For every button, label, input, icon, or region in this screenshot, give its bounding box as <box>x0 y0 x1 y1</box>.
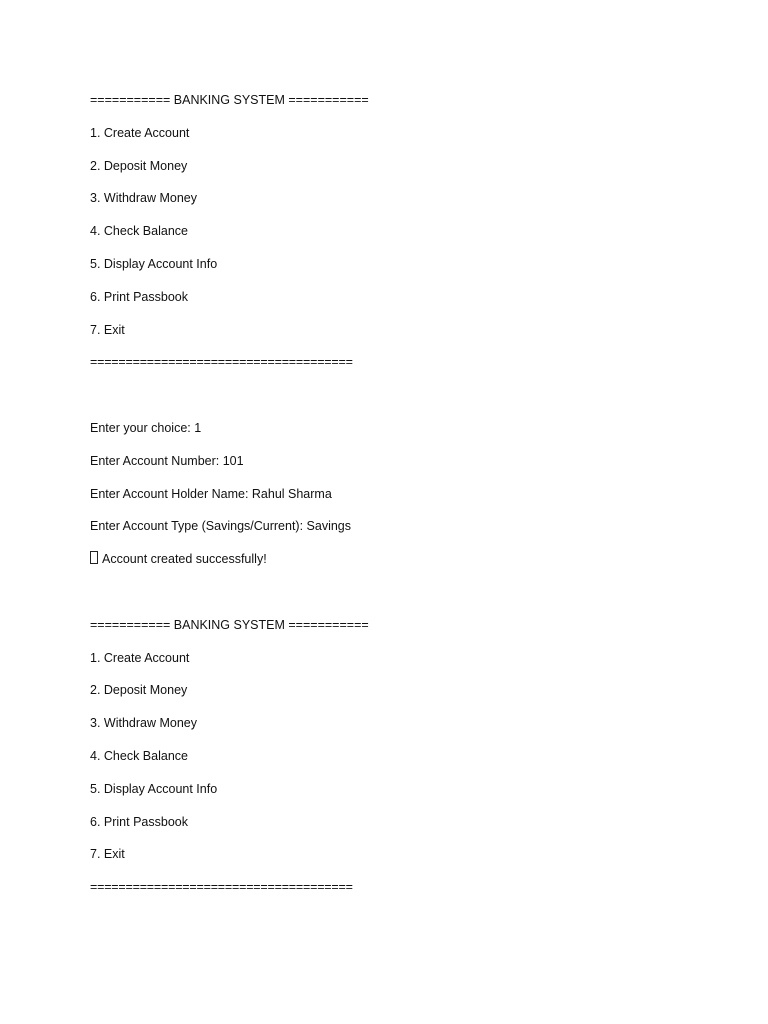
menu-footer-rule: ===================================== <box>90 355 353 370</box>
menu-item-print-passbook: 6. Print Passbook <box>90 289 188 304</box>
account-type-prompt: Enter Account Type (Savings/Current): Savings <box>90 519 352 534</box>
menu-header: =========== BANKING SYSTEM =========== <box>90 93 369 107</box>
menu-item-print-passbook: 6. Print Passbook <box>90 814 188 829</box>
account-number-prompt: Enter Account Number: 101 <box>90 453 244 468</box>
menu-header: =========== BANKING SYSTEM =========== <box>90 617 369 632</box>
menu-item-withdraw-money: 3. Withdraw Money <box>90 191 197 206</box>
menu-footer-rule: ===================================== <box>90 880 353 895</box>
menu-item-withdraw-money: 3. Withdraw Money <box>90 716 197 731</box>
document-page <box>90 92 690 912</box>
menu-item-create-account: 1. Create Account <box>90 125 190 140</box>
menu-item-create-account: 1. Create Account <box>90 650 190 665</box>
menu-item-exit: 7. Exit <box>90 847 125 862</box>
check-mark-icon <box>90 551 98 564</box>
menu-item-deposit-money: 2. Deposit Money <box>90 158 188 173</box>
success-message: Account created successfully! <box>102 552 267 567</box>
holder-name-prompt: Enter Account Holder Name: Rahul Sharma <box>90 486 332 501</box>
menu-item-check-balance: 4. Check Balance <box>90 748 188 763</box>
menu-item-exit: 7. Exit <box>90 322 125 337</box>
menu-item-deposit-money: 2. Deposit Money <box>90 683 188 698</box>
success-line <box>90 551 690 567</box>
blank-line <box>90 584 690 600</box>
blank-line <box>90 387 690 403</box>
menu-item-check-balance: 4. Check Balance <box>90 224 188 239</box>
choice-prompt: Enter your choice: 1 <box>90 420 202 435</box>
menu-item-display-account-info: 5. Display Account Info <box>90 256 218 271</box>
menu-item-display-account-info: 5. Display Account Info <box>90 781 218 796</box>
